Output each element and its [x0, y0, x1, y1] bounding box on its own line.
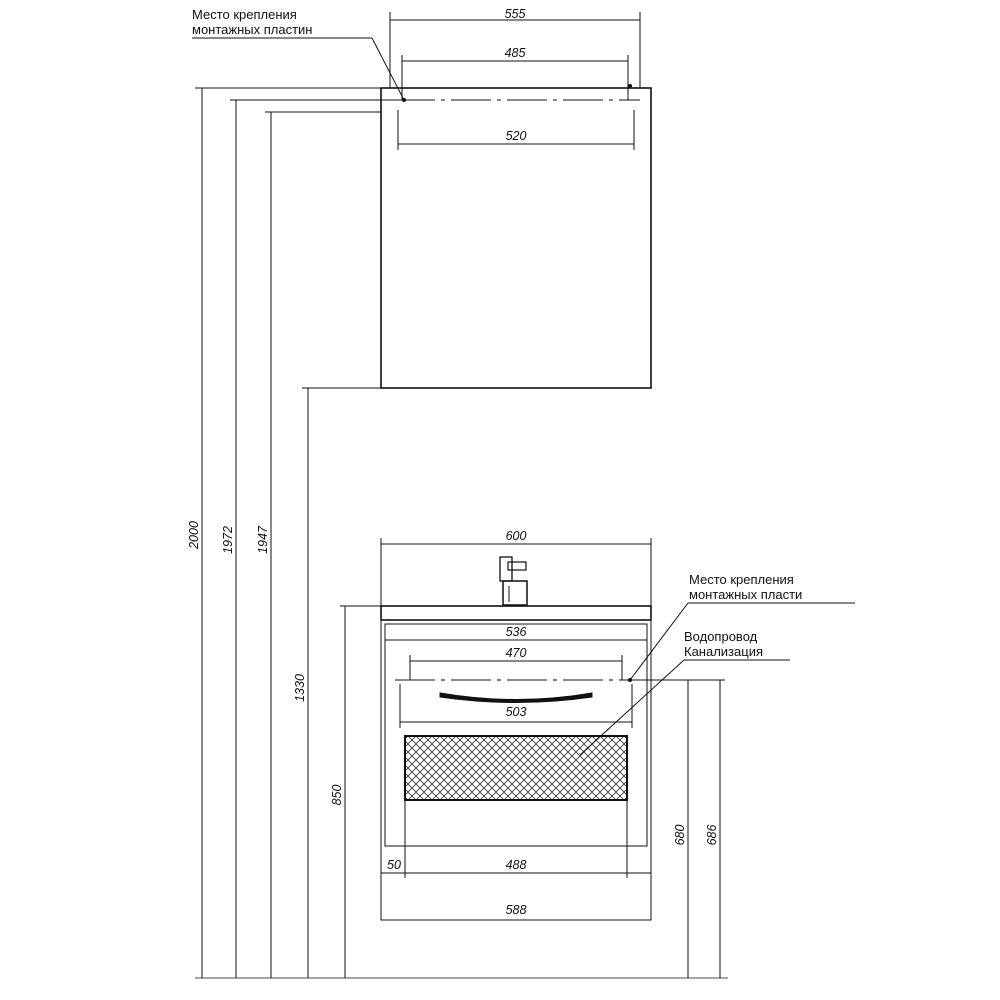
utility-leader-diag	[580, 660, 684, 755]
h2000-dim: 2000	[187, 521, 201, 549]
mid-mount-leader-diag	[630, 603, 688, 680]
height-dimensions	[187, 88, 725, 978]
h1947-dim: 1947	[256, 526, 270, 554]
faucet-icon	[500, 557, 527, 605]
bot-50-dim: 50	[387, 858, 401, 872]
cab-536-dim: 536	[505, 625, 527, 639]
water-label: Водопровод	[684, 629, 758, 644]
utility-zone-hatch	[405, 736, 627, 800]
sewer-label: Канализация	[684, 644, 763, 659]
mirror-mount-point-right	[628, 84, 632, 88]
mirror-plates-dim: 485	[504, 46, 526, 60]
top-mount-leader-diag	[372, 38, 404, 100]
bot-588-dim: 588	[505, 903, 527, 917]
h680-dim: 680	[673, 824, 687, 846]
sink-top-dim: 600	[505, 529, 527, 543]
vanity-unit	[381, 529, 855, 920]
drawer-handle	[440, 693, 592, 703]
mirror-outer-dim: 555	[504, 7, 526, 21]
cab-503-dim: 503	[505, 705, 527, 719]
h1330-dim: 1330	[293, 674, 307, 702]
h850-dim: 850	[330, 784, 344, 806]
h686-dim: 686	[705, 824, 719, 846]
top-mount-label-line1: Место крепления	[192, 7, 297, 22]
mid-mount-label-line1: Место крепления	[689, 572, 794, 587]
mid-mount-label-line2: монтажных пласти	[689, 587, 803, 602]
countertop	[381, 606, 651, 620]
h1972-dim: 1972	[221, 526, 235, 554]
top-mount-label-line2: монтажных пластин	[192, 22, 313, 37]
cab-470-dim: 470	[505, 646, 527, 660]
mirror-cabinet	[192, 7, 651, 388]
mirror-inner-dim: 520	[505, 129, 527, 143]
bot-488-dim: 488	[505, 858, 527, 872]
